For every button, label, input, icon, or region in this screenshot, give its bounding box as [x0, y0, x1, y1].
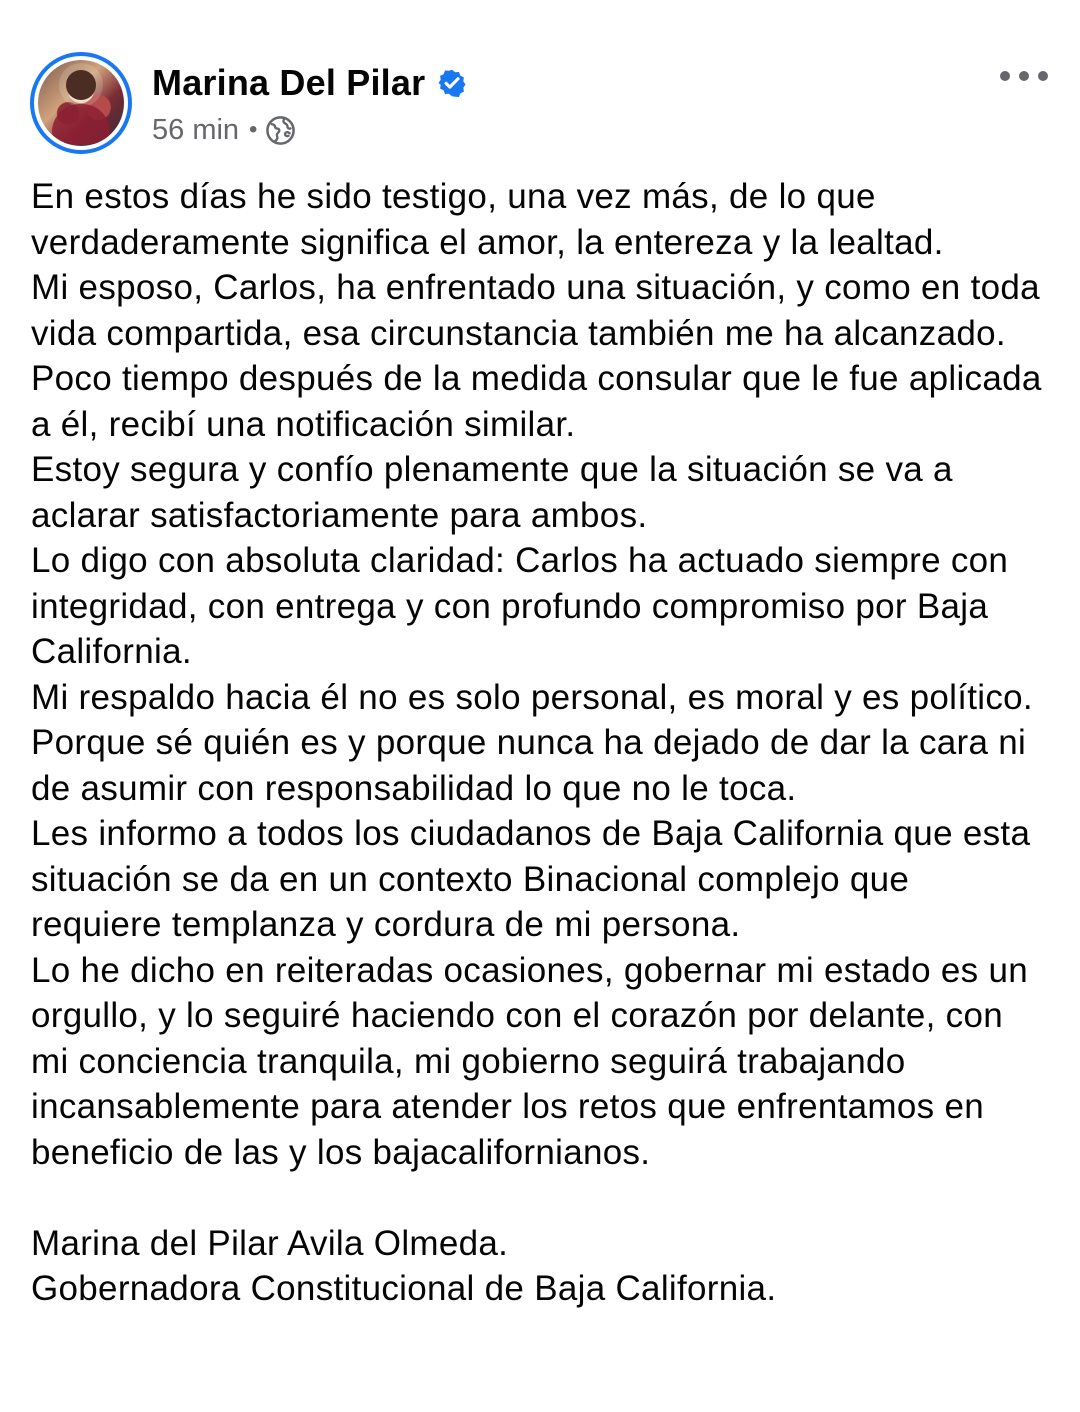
- post-paragraph-7: Les informo a todos los ciudadanos de Baja California que esta situación se da en un contexto Binacional complejo que requiere templanza y cordura de mi persona.: [31, 814, 1031, 944]
- post-body: [31, 174, 1049, 1312]
- more-options-icon[interactable]: [1000, 64, 1048, 88]
- post-paragraph-1: En estos días he sido testigo, una vez más, de lo que verdaderamente significa el amor, la entereza y la lealtad.: [31, 177, 944, 262]
- post-paragraph-2: Mi esposo, Carlos, ha enfrentado una situación, y como en toda vida compartida, esa circunstancia también me ha alcanzado.: [31, 268, 1040, 353]
- post-meta: [152, 112, 296, 148]
- more-dot-1: [1000, 71, 1010, 81]
- meta-separator: •: [249, 116, 258, 143]
- verified-badge-icon: [437, 68, 467, 98]
- more-dot-2: [1019, 71, 1029, 81]
- profile-avatar[interactable]: [30, 52, 132, 154]
- author-name[interactable]: Marina Del Pilar: [152, 62, 426, 103]
- signature-name: Marina del Pilar Avila Olmeda.: [31, 1223, 509, 1263]
- signature-title: Gobernadora Constitucional de Baja California.: [31, 1269, 777, 1308]
- signature-spacer: [31, 1175, 1049, 1221]
- post-paragraph-8: Lo he dicho en reiteradas ocasiones, gobernar mi estado es un orgullo, y lo seguiré haciendo con el corazón por delante, con mi conciencia tranquila, mi gobierno seguirá trabajando incansablemente para atender los retos que enfrentamos en beneficio de las y los bajacalifornianos.: [31, 950, 1028, 1172]
- post-paragraph-5: Lo digo con absoluta claridad: Carlos ha actuado siempre con integridad, con entrega y con profundo compromiso por Baja California.: [31, 541, 1009, 671]
- avatar-photo: [38, 60, 124, 146]
- post-paragraph-4: Estoy segura y confío plenamente que la situación se va a aclarar satisfactoriamente para ambos.: [31, 450, 953, 535]
- post-paragraph-3: Poco tiempo después de la medida consular que le fue aplicada a él, recibí una notificación similar.: [31, 359, 1042, 444]
- post-header: [30, 52, 1050, 156]
- author-row: [152, 59, 467, 107]
- globe-icon[interactable]: [265, 115, 296, 146]
- post-timestamp[interactable]: 56 min: [152, 113, 240, 146]
- more-dot-3: [1038, 71, 1048, 81]
- post-paragraph-6: Mi respaldo hacia él no es solo personal, es moral y es político. Porque sé quién es y porque nunca ha dejado de dar la cara ni de asumir con responsabilidad lo que no le toca.: [31, 677, 1033, 808]
